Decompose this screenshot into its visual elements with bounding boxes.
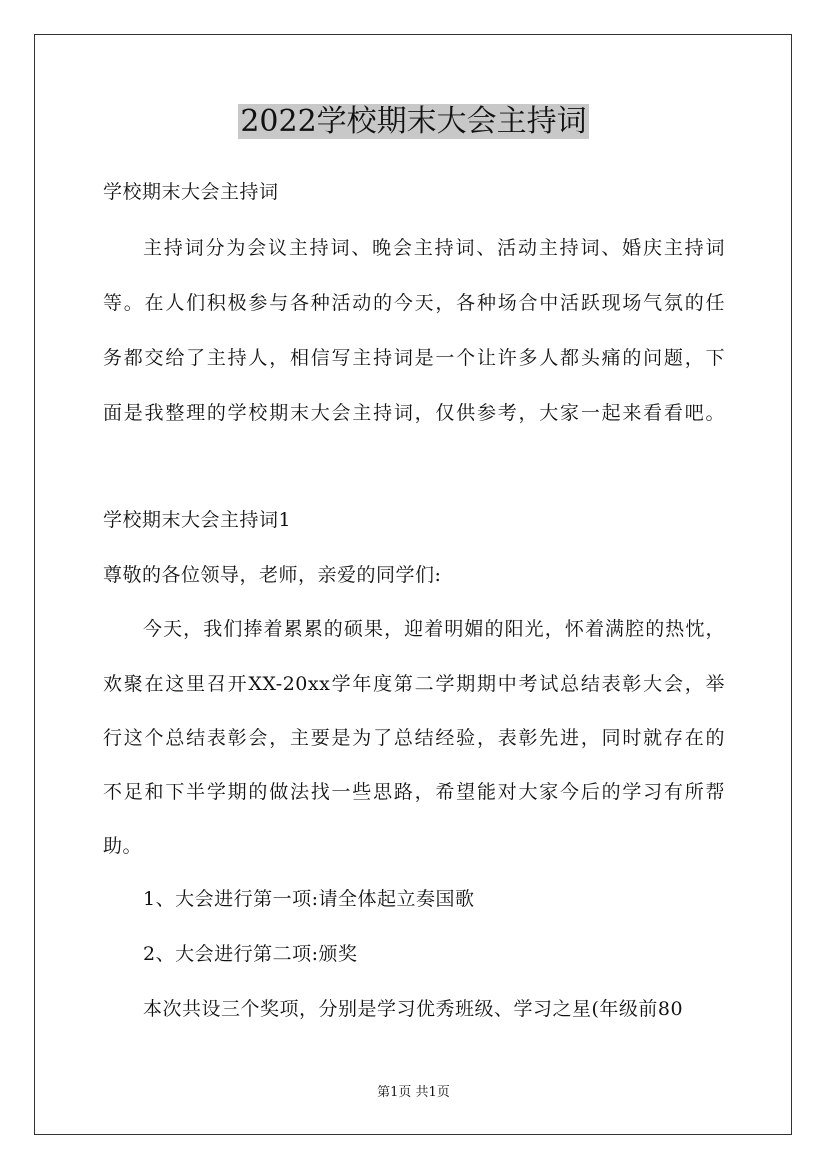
paragraph-line-2: 欢聚在这里召开XX-20xx学年度第二学期期中考试总结表彰大会，举	[103, 673, 725, 695]
paragraph-line-4: 不足和下半学期的做法找一些思路，希望能对大家今后的学习有所帮	[103, 781, 725, 803]
intro-line-4: 面是我整理的学校期末大会主持词，仅供参考，大家一起来看看吧。	[103, 402, 725, 424]
paragraph-line-3: 行这个总结表彰会，主要是为了总结经验，表彰先进，同时就存在的	[103, 727, 725, 749]
intro-line-2: 等。在人们积极参与各种活动的今天，各种场合中活跃现场气氛的任	[103, 292, 725, 314]
paragraph-line-5: 助。	[103, 835, 143, 857]
document-subtitle: 学校期末大会主持词	[103, 181, 279, 203]
greeting-line: 尊敬的各位领导，老师，亲爱的同学们:	[103, 564, 442, 586]
intro-line-1: 主持词分为会议主持词、晚会主持词、活动主持词、婚庆主持词	[143, 237, 725, 259]
intro-line-3: 务都交给了主持人，相信写主持词是一个让许多人都头痛的问题，下	[103, 347, 725, 369]
paragraph-line-1: 今天，我们捧着累累的硕果，迎着明媚的阳光，怀着满腔的热忱，	[143, 618, 725, 640]
section-heading: 学校期末大会主持词1	[103, 509, 292, 531]
document-title: 2022学校期末大会主持词	[240, 104, 587, 139]
page-number-footer: 第1页 共1页	[377, 1085, 450, 1100]
agenda-item-2: 2、大会进行第二项:颁奖	[143, 943, 358, 965]
awards-line: 本次共设三个奖项，分别是学习优秀班级、学习之星(年级前80	[143, 998, 684, 1020]
agenda-item-1: 1、大会进行第一项:请全体起立奏国歌	[143, 888, 475, 910]
